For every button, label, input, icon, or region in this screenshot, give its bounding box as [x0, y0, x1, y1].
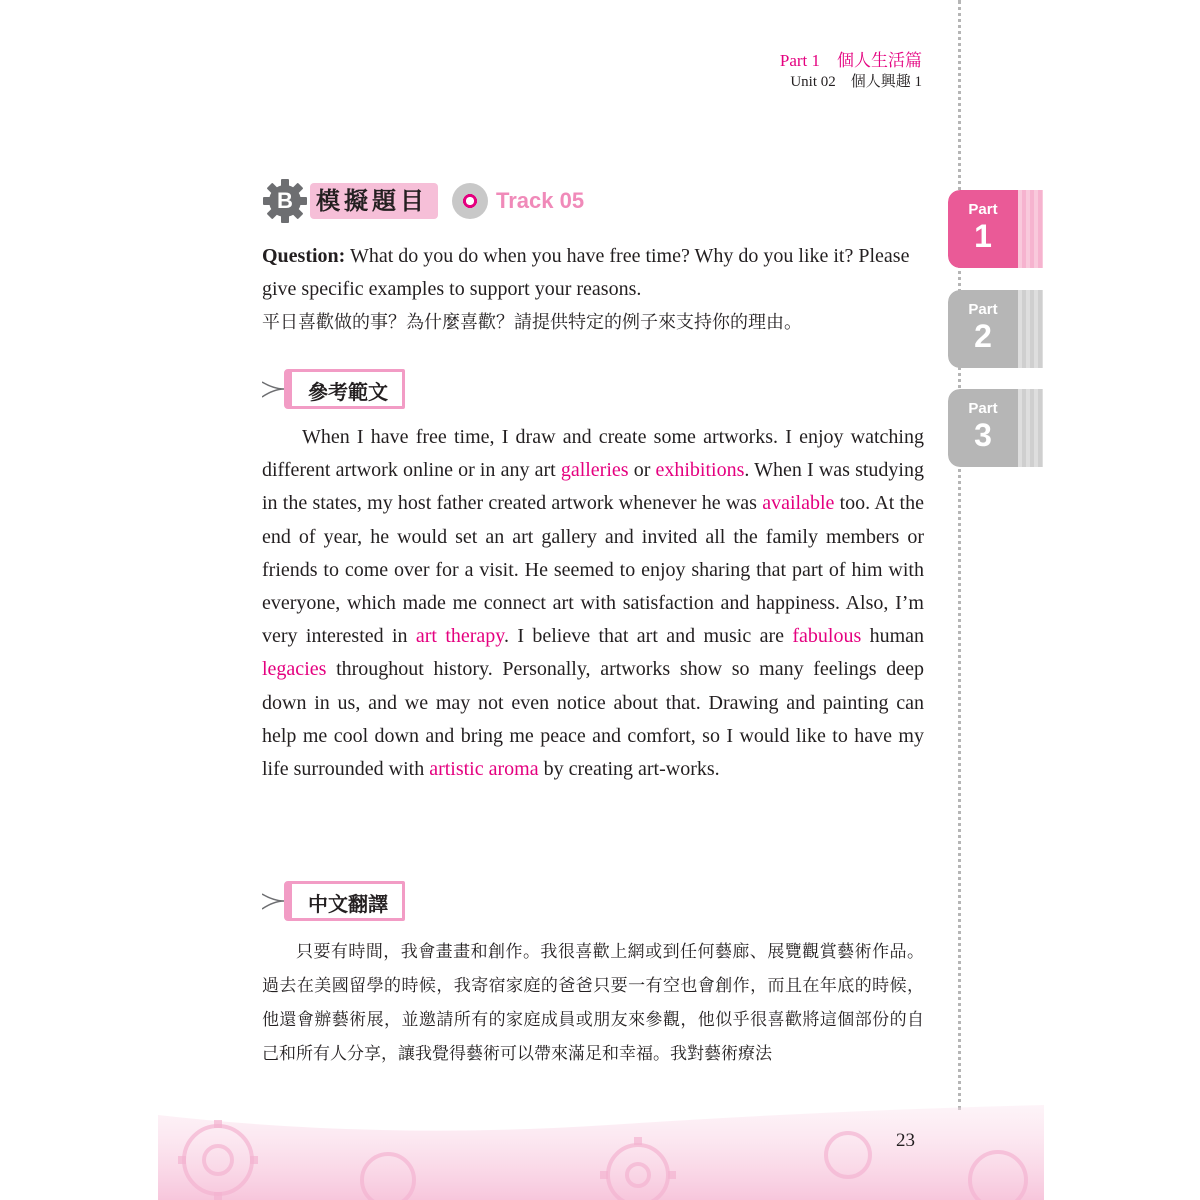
- tab-part-1-stripe: [1018, 190, 1043, 268]
- audio-disc-icon[interactable]: [452, 183, 488, 219]
- vocab-highlight: legacies: [262, 658, 327, 681]
- gear-badge: [262, 178, 308, 224]
- sample-answer-tag-label: 參考範文: [284, 369, 405, 409]
- vocab-highlight: artistic aroma: [429, 758, 539, 781]
- translation-tag-label: 中文翻譯: [284, 881, 405, 921]
- tag-string-icon: [262, 881, 284, 921]
- dotted-margin-line: [958, 0, 961, 1110]
- essay-text: . When I was studying in the states, my host father created artwork whenever he was: [262, 459, 924, 515]
- running-header: [780, 50, 922, 92]
- tag-string-icon: [262, 369, 284, 409]
- track-label: Track 05: [496, 188, 585, 213]
- question-chinese: 平日喜歡做的事？為什麼喜歡？請提供特定的例子來支持你的理由。: [262, 312, 802, 333]
- tab-part-2-stripe: [1018, 290, 1043, 368]
- vocab-highlight: fabulous: [792, 625, 862, 648]
- header-unit-label: Unit 02 個人興趣 1: [790, 74, 922, 90]
- translation-tag: [262, 881, 405, 921]
- essay-text: . I believe that art and music are: [504, 625, 793, 648]
- essay-text: or: [628, 459, 656, 482]
- section-badge-letter: B: [277, 188, 293, 213]
- tab-part-2-word: Part: [968, 301, 998, 318]
- tab-part-3-face: [948, 389, 1018, 467]
- sample-essay: [262, 421, 924, 786]
- essay-text: too. At the end of year, he would set an art gallery and invited all the family members or friends to come over for a visit. He seemed to enjoy sharing that part of him with everyone, which made me connect art with satisfaction and happiness. Also, I’m very interested in: [262, 492, 924, 648]
- vocab-highlight: art therapy: [415, 625, 505, 648]
- page-number: 23: [896, 1130, 915, 1151]
- section-title: 模擬題目: [310, 183, 438, 219]
- vocab-highlight: galleries: [560, 459, 629, 482]
- tab-part-1[interactable]: [948, 190, 1043, 268]
- tab-part-1-number: 1: [974, 218, 992, 254]
- tab-part-3[interactable]: [948, 389, 1043, 467]
- tab-part-2-face: [948, 290, 1018, 368]
- question-label: Question:: [262, 245, 346, 267]
- vocab-highlight: available: [762, 492, 835, 515]
- sample-answer-tag: [262, 369, 405, 409]
- essay-text: When I have free time, I draw and create some artworks. I enjoy watching different artwork online or in any art: [262, 426, 924, 482]
- essay-text: by creating art-works.: [538, 758, 720, 781]
- tab-part-1-face: [948, 190, 1018, 268]
- tab-part-3-number: 3: [974, 417, 992, 453]
- tab-part-3-stripe: [1018, 389, 1043, 467]
- essay-text: human: [861, 625, 925, 648]
- section-heading: [262, 178, 584, 224]
- tab-part-2-number: 2: [974, 318, 992, 354]
- vocab-highlight: exhibitions: [655, 459, 745, 482]
- tab-part-1-word: Part: [968, 201, 998, 218]
- tab-part-3-word: Part: [968, 400, 998, 417]
- chinese-translation: 只要有時間，我會畫畫和創作。我很喜歡上網或到任何藝廊、展覽觀賞藝術作品。過去在美國留學的時候，我寄宿家庭的爸爸只要一有空也會創作，而且在年底的時候，他還會辦藝術展，並邀請所有的家庭成員或朋友來參觀，他似乎很喜歡將這個部份的自己和所有人分享，讓我覺得藝術可以帶來滿足和幸福。我對藝術療法: [262, 942, 924, 1064]
- question-text: What do you do when you have free time? Why do you like it? Please give specific examples to support your reasons.: [262, 245, 910, 300]
- tab-part-2[interactable]: [948, 290, 1043, 368]
- header-part-label: Part 1 個人生活篇: [779, 51, 922, 70]
- essay-text: throughout history. Personally, artworks show so many feelings deep down in us, and we may not even notice about that. Drawing and painting can help me cool down and bring me peace and comfort, so I would like to have my life surrounded with: [262, 658, 924, 781]
- question: [262, 240, 924, 306]
